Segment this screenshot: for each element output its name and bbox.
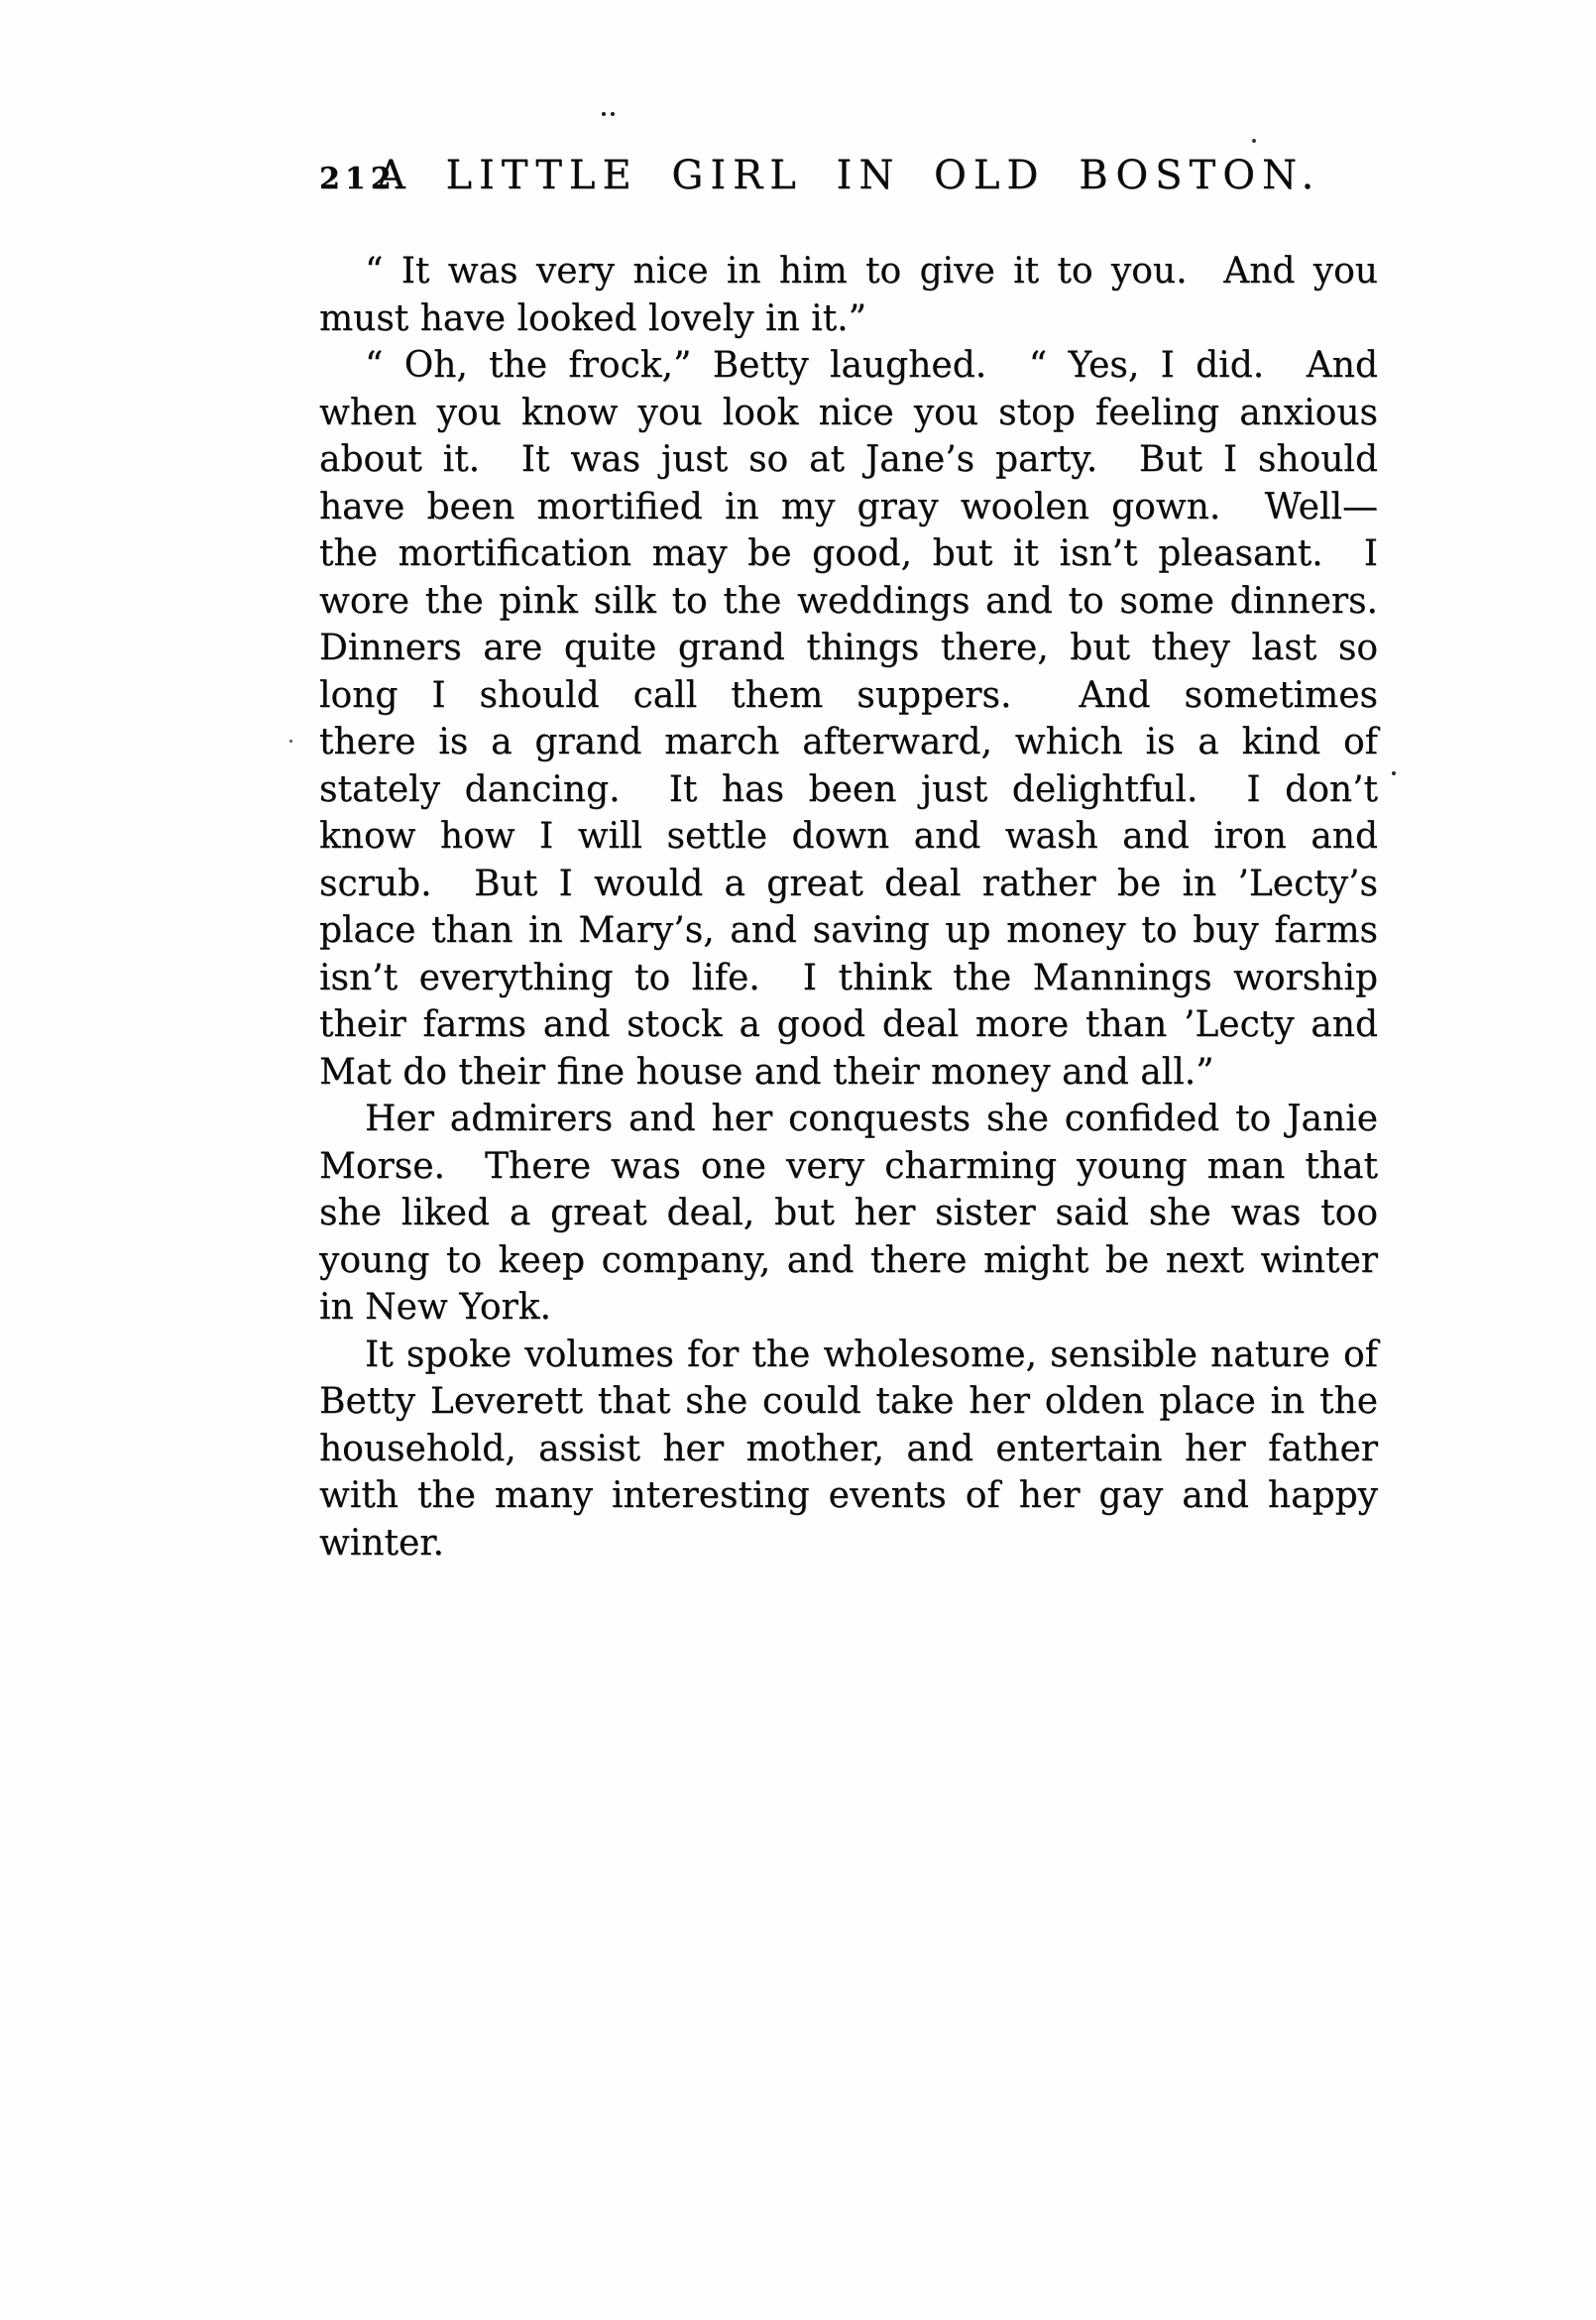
text-line: about it. It was just so at Jane’s party. But I should (319, 439, 1378, 480)
scan-speck (602, 112, 606, 116)
text-line: have been mortified in my gray woolen gown. Well— (319, 486, 1378, 527)
text-line: young to keep company, and there might be next winter (319, 1239, 1378, 1281)
text-line: she liked a great deal, but her sister said she was too (319, 1193, 1378, 1233)
text-line: “ It was very nice in him to give it to you. And you (365, 251, 1378, 291)
text-line: there is a grand march afterward, which is a kind of (319, 722, 1378, 762)
text-line: stately dancing. It has been just delightful. I don’t (319, 768, 1378, 810)
scan-speck (1252, 139, 1256, 143)
running-header (319, 151, 1378, 198)
text-line: know how I will settle down and wash and iron and (319, 816, 1378, 857)
text-line: Morse. There was one very charming young man that (319, 1145, 1378, 1187)
text-line: in New York. (319, 1287, 551, 1328)
text-line: scrub. But I would a great deal rather be in ’Lecty’s (319, 863, 1378, 904)
page-number: 212 (319, 162, 397, 196)
page-title: A LITTLE GIRL IN OLD BOSTON. (376, 153, 1321, 198)
text-line: “ Oh, the frock,” Betty laughed. “ Yes, I did. And (365, 345, 1378, 386)
text-line: place than in Mary’s, and saving up money to buy farms (319, 910, 1378, 951)
scan-speck (1392, 771, 1396, 775)
text-line: wore the pink silk to the weddings and to some dinners. (319, 580, 1378, 622)
text-line: Her admirers and her conquests she confided to Janie (365, 1099, 1378, 1139)
text-line: isn’t everything to life. I think the Mannings worship (319, 957, 1378, 998)
text-line: Mat do their fine house and their money and all.” (319, 1051, 1214, 1093)
text-line: must have looked lovely in it.” (319, 297, 867, 339)
text-line: winter. (319, 1522, 444, 1564)
text-line: It spoke volumes for the wholesome, sensible nature of (365, 1334, 1378, 1375)
text-line: household, assist her mother, and entertain her father (319, 1428, 1378, 1469)
text-line: their farms and stock a good deal more than ’Lecty and (319, 1004, 1378, 1045)
text-line: Betty Leverett that she could take her olden place in the (319, 1381, 1378, 1422)
text-line: when you know you look nice you stop feeling anxious (319, 392, 1378, 433)
text-line: with the many interesting events of her gay and happy (319, 1475, 1378, 1516)
text-line: long I should call them suppers. And sometimes (319, 674, 1378, 716)
text-line: Dinners are quite grand things there, but they last so (319, 628, 1378, 668)
text-line: the mortification may be good, but it isn’t pleasant. I (319, 533, 1378, 574)
scan-speck (289, 740, 292, 743)
body-text (319, 248, 1378, 1566)
